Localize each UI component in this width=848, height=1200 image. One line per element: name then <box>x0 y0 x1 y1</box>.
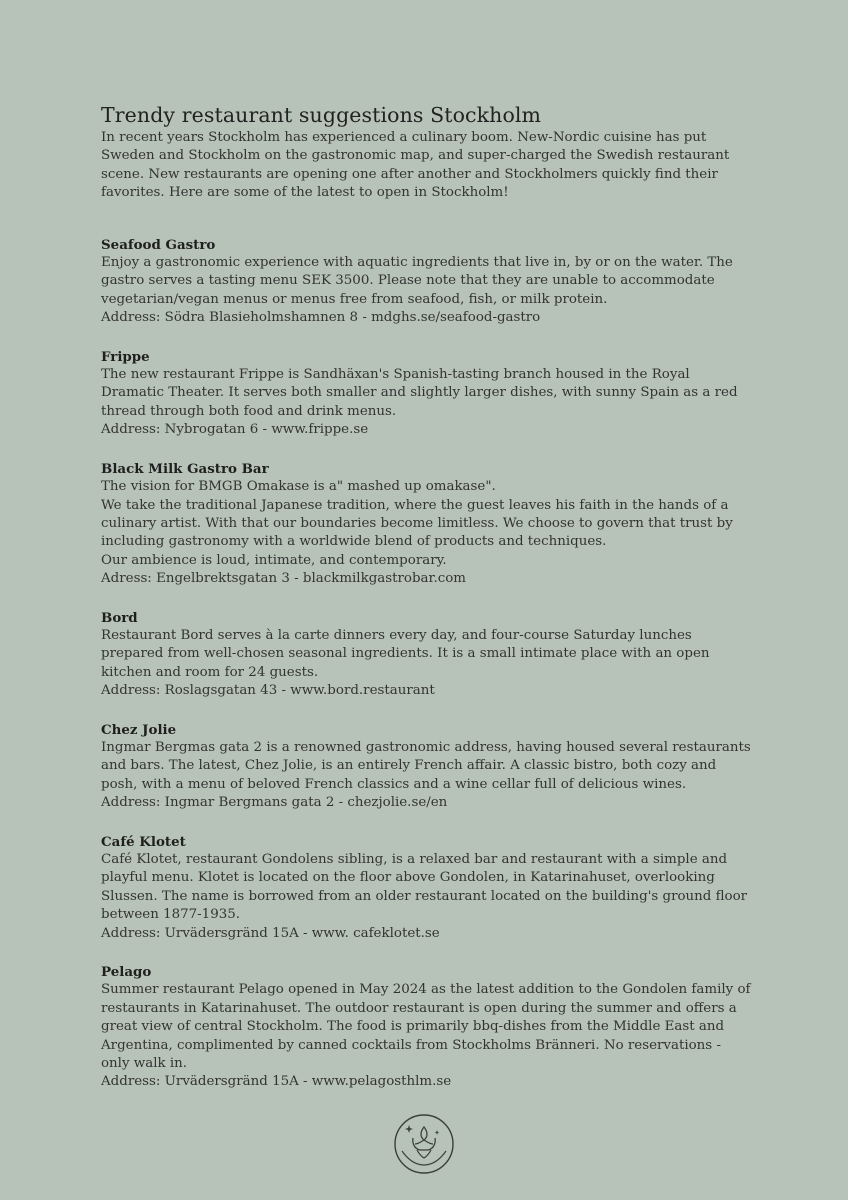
restaurant-address: Address: Nybrogatan 6 - www.frippe.se <box>101 422 369 438</box>
page-title: Trendy restaurant suggestions Stockholm <box>101 103 542 127</box>
restaurant-name: Chez Jolie <box>101 721 177 738</box>
restaurant-section <box>101 609 751 701</box>
lotus-crown-logo-icon <box>393 1113 455 1175</box>
restaurant-address: Address: Södra Blasieholmshamnen 8 - mdghs.se/seafood-gastro <box>101 310 541 326</box>
restaurant-description <box>101 627 751 682</box>
intro-paragraph: In recent years Stockholm has experienced a culinary boom. New-Nordic cuisine has put Sweden and Stockholm on the gastronomic map, and super-charged the Swedish restaurant scene. New restaurants are opening one after another and Stockholmers quickly find their favorites. Here are some of the latest to open in Stockholm! <box>101 130 730 201</box>
description-paragraph: Ingmar Bergmas gata 2 is a renowned gastronomic address, having housed several restaurants and bars. The latest, Chez Jolie, is an entirely French affair. A classic bistro, both cozy and posh, with a menu of beloved French classics and a wine cellar full of delicious wines. <box>101 739 751 792</box>
restaurant-description <box>101 981 751 1073</box>
description-paragraph: The vision for BMGB Omakase is a" mashed up omakase". <box>101 479 496 495</box>
restaurant-address: Address: Roslagsgatan 43 - www.bord.restaurant <box>101 683 435 699</box>
restaurant-section <box>101 236 751 328</box>
restaurant-section <box>101 721 751 813</box>
restaurant-description <box>101 478 751 570</box>
restaurant-section <box>101 348 751 440</box>
restaurant-description <box>101 254 751 309</box>
restaurant-description <box>101 739 751 794</box>
restaurant-description <box>101 366 751 421</box>
restaurant-name: Frippe <box>101 348 150 365</box>
description-paragraph: Restaurant Bord serves à la carte dinners every day, and four-course Saturday lunches prepared from well-chosen seasonal ingredients. It is a small intimate place with an open kitchen and room for 24 guests. <box>101 627 710 680</box>
restaurant-list <box>101 236 751 1092</box>
restaurant-name: Bord <box>101 609 138 626</box>
description-paragraph: Summer restaurant Pelago opened in May 2024 as the latest addition to the Gondolen family of restaurants in Katarinahuset. The outdoor restaurant is open during the summer and offers a great view of central Stockholm. The food is primarily bbq-dishes from the Middle East and Argentina, complimented by canned cocktails from Stockholms Bränneri. No reservations - only walk in. <box>101 982 751 1072</box>
restaurant-name: Pelago <box>101 964 152 981</box>
description-paragraph: The new restaurant Frippe is Sandhäxan's Spanish-tasting branch housed in the Royal Dramatic Theater. It serves both smaller and slightly larger dishes, with sunny Spain as a red thread through both food and drink menus. <box>101 367 738 419</box>
document-page <box>101 102 751 1092</box>
description-paragraph: Our ambience is loud, intimate, and contemporary. <box>101 552 447 568</box>
restaurant-address: Adress: Engelbrektsgatan 3 - blackmilkgastrobar.com <box>101 571 466 587</box>
restaurant-address: Address: Urvädersgränd 15A - www.pelagosthlm.se <box>101 1074 452 1090</box>
restaurant-address: Address: Ingmar Bergmans gata 2 - chezjolie.se/en <box>101 795 448 811</box>
restaurant-description <box>101 851 751 925</box>
restaurant-section <box>101 963 751 1092</box>
restaurant-section <box>101 460 751 589</box>
restaurant-name: Café Klotet <box>101 833 186 850</box>
restaurant-address: Address: Urvädersgränd 15A - www. cafeklotet.se <box>101 925 440 941</box>
restaurant-name: Seafood Gastro <box>101 236 216 253</box>
restaurant-name: Black Milk Gastro Bar <box>101 460 269 477</box>
description-paragraph: We take the traditional Japanese tradition, where the guest leaves his faith in the hands of a culinary artist. With that our boundaries become limitless. We choose to govern that trust by including gastronomy with a worldwide blend of products and techniques. <box>101 497 733 550</box>
description-paragraph: Enjoy a gastronomic experience with aquatic ingredients that live in, by or on the water. The gastro serves a tasting menu SEK 3500. Please note that they are unable to accommodate vegetarian/vegan menus or menus free from seafood, fish, or milk protein. <box>101 255 733 307</box>
restaurant-section <box>101 833 751 943</box>
description-paragraph: Café Klotet, restaurant Gondolens sibling, is a relaxed bar and restaurant with a simple and playful menu. Klotet is located on the floor above Gondolen, in Katarinahuset, overlooking Slussen. The name is borrowed from an older restaurant located on the building's ground floor between 1877-1935. <box>101 852 748 923</box>
